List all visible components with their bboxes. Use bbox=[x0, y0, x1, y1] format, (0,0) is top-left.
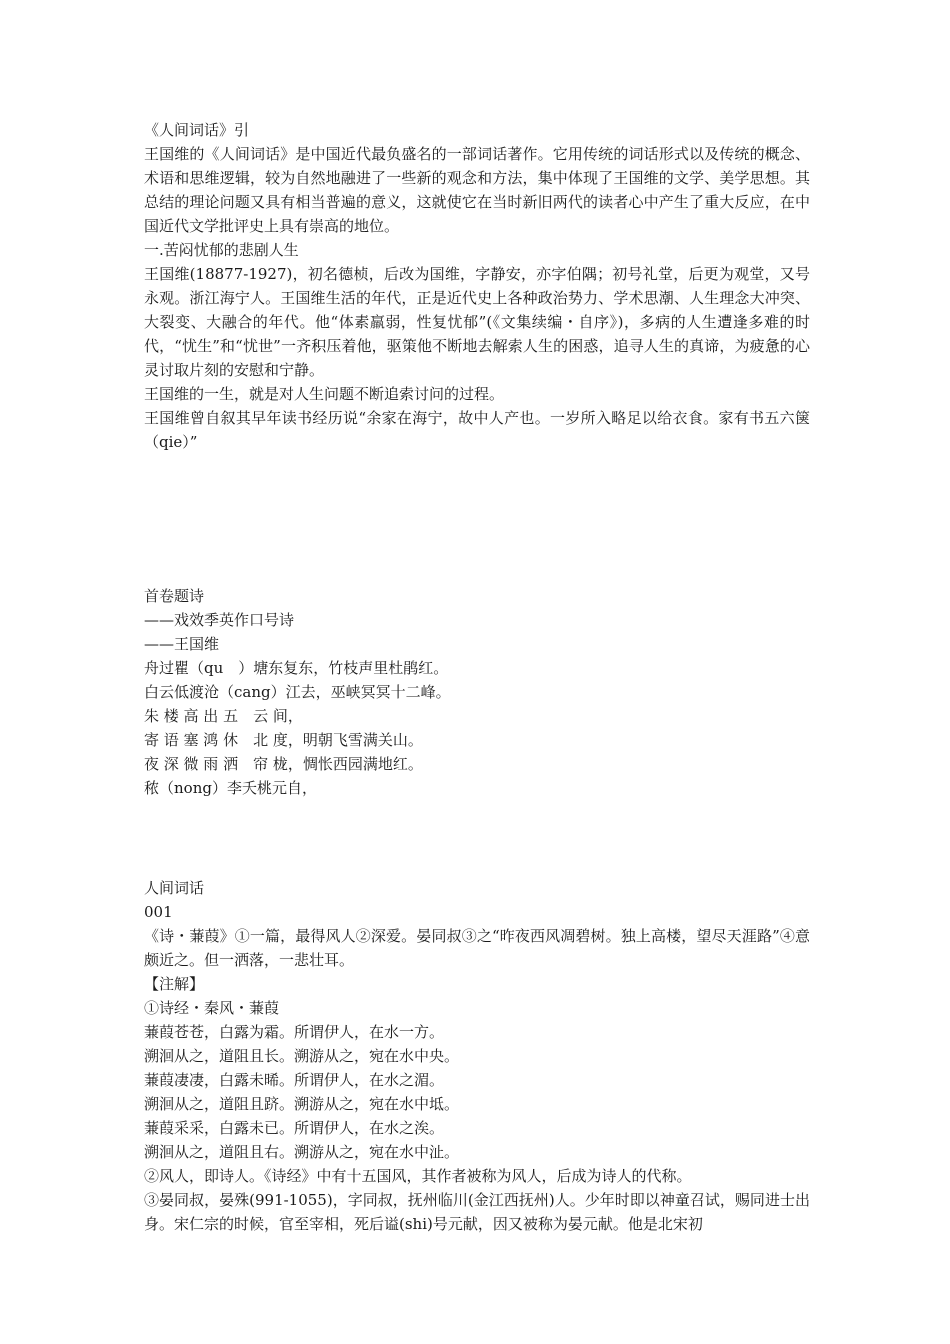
intro-paragraph: 王国维的《人间词话》是中国近代最负盛名的一部词话著作。它用传统的词话形式以及传统的概念、术语和思维逻辑，较为自然地融进了一些新的观念和方法，集中体现了王国维的文学、美学思想。其总结的理论问题又具有相当普遍的意义，这就使它在当时新旧两代的读者心中产生了重大反应，在中国近代文学批评史上具有崇高的地位。 bbox=[144, 145, 810, 235]
notes-label: 【注解】 bbox=[144, 975, 205, 993]
poem-subtitle: ——戏效季英作口号诗 bbox=[144, 611, 295, 629]
poem-line: 蒹葭凄凄，白露未晞。所谓伊人，在水之湄。 bbox=[144, 1071, 445, 1089]
document-page bbox=[144, 118, 810, 1236]
poem-line: 舟过瞿（qu ）塘东复东，竹枝声里杜鹃红。 bbox=[144, 659, 449, 677]
spacer bbox=[144, 800, 810, 876]
life-paragraph: 王国维的一生，就是对人生问题不断追索讨问的过程。 bbox=[144, 385, 505, 403]
poem-line: 溯洄从之，道阻且跻。溯游从之，宛在水中坻。 bbox=[144, 1095, 460, 1113]
poem-line: 溯洄从之，道阻且右。溯游从之，宛在水中沚。 bbox=[144, 1143, 460, 1161]
poem-line: 溯洄从之，道阻且长。溯游从之，宛在水中央。 bbox=[144, 1047, 460, 1065]
spacer bbox=[144, 454, 810, 584]
note-paragraph: ②风人，即诗人。《诗经》中有十五国风，其作者被称为风人，后成为诗人的代称。 bbox=[144, 1167, 692, 1185]
section-title: 人间词话 bbox=[144, 879, 205, 897]
poem-line: 蒹葭苍苍，白露为霜。所谓伊人，在水一方。 bbox=[144, 1023, 445, 1041]
poem-line: 朱 楼 高 出 五 云 间， bbox=[144, 707, 303, 725]
poem-line: 白云低渡沧（cang）江去，巫峡冥冥十二峰。 bbox=[144, 683, 451, 701]
poem-line: 蒹葭采采，白露未已。所谓伊人，在水之涘。 bbox=[144, 1119, 445, 1137]
poem-title: 首卷题诗 bbox=[144, 587, 205, 605]
poem-line: 夜 深 微 雨 洒 帘 栊，惆怅西园满地红。 bbox=[144, 755, 423, 773]
bio-paragraph: 王国维(18877-1927)，初名德桢，后改为国维，字静安，亦字伯隅；初号礼堂，后更为观堂，又号永观。浙江海宁人。王国维生活的年代，正是近代史上各种政治势力、学术思潮、人生理念大冲突、大裂变、大融合的年代。他“体素羸弱，性复忧郁”(《文集续编・自序》)，多病的人生遭逢多难的时代，“忧生”和“忧世”一齐积压着他，驱策他不断地去解索人生的困惑，追寻人生的真谛，为疲惫的心灵讨取片刻的安慰和宁静。 bbox=[144, 265, 810, 379]
poem-line: 寄 语 塞 鸿 休 北 度，明朝飞雪满关山。 bbox=[144, 731, 423, 749]
note-title: ①诗经・秦风・蒹葭 bbox=[144, 999, 280, 1017]
section-heading: 一.苦闷忧郁的悲剧人生 bbox=[144, 241, 299, 259]
note-paragraph: ③晏同叔，晏殊(991-1055)，字同叔，抚州临川(金江西抚州)人。少年时即以神童召试，赐同进士出身。宋仁宗的时候，官至宰相，死后谥(shi)号元献，因又被称为晏元献。他是北宋初 bbox=[144, 1191, 810, 1233]
poem-line: 秾（nong）李夭桃元自， bbox=[144, 779, 317, 797]
reading-paragraph: 王国维曾自叙其早年读书经历说“余家在海宁，故中人产也。一岁所入略足以给衣食。家有书五六箧（qie）” bbox=[144, 409, 810, 451]
poem-author: ——王国维 bbox=[144, 635, 220, 653]
section-title: 《人间词话》引 bbox=[144, 121, 250, 139]
entry-number: 001 bbox=[144, 903, 173, 921]
entry-text: 《诗・蒹葭》①一篇，最得风人②深爱。晏同叔③之“昨夜西风凋碧树。独上高楼，望尽天涯路”④意颇近之。但一洒落，一悲壮耳。 bbox=[144, 927, 810, 969]
